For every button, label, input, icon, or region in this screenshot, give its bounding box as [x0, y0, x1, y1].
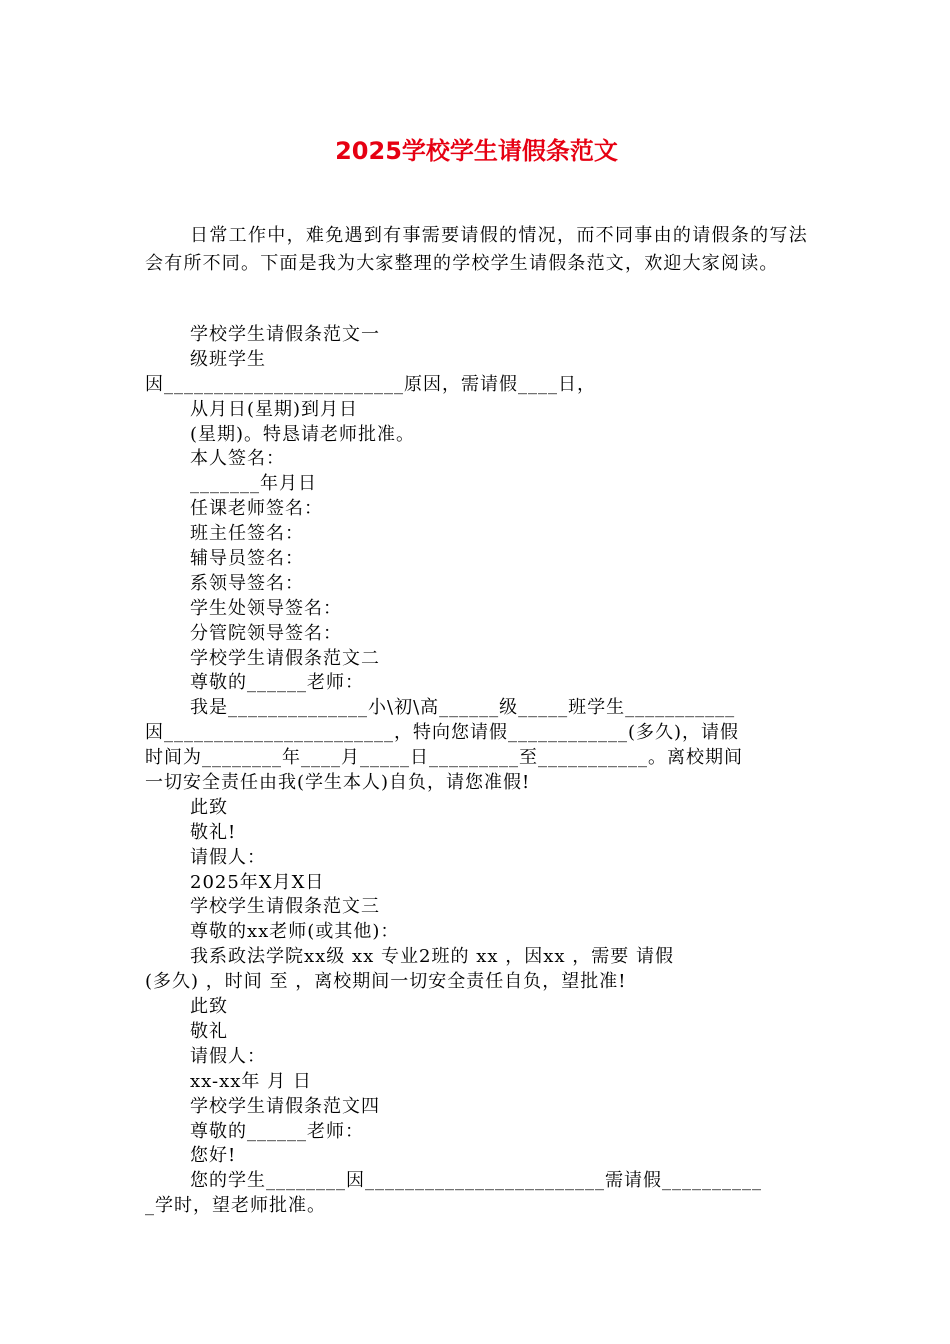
signature-line: 辅导员签名： — [190, 548, 304, 570]
salutation-line: 尊敬的xx老师(或其他)： — [190, 921, 400, 943]
signature-line: 分管院领导签名： — [190, 622, 342, 644]
date-line: 2025年X月X日 — [190, 871, 325, 893]
date-line: xx-xx年 月 日 — [190, 1070, 312, 1092]
salutation-line: 尊敬的______老师： — [190, 672, 364, 694]
section-heading-1: 学校学生请假条范文一 — [190, 324, 380, 345]
closing-line: 此致 — [190, 796, 228, 818]
text-line: (多久) ，时间 至 ，离校期间一切安全责任自负，望批准! — [145, 971, 627, 993]
signature-line: 系领导签名： — [190, 572, 304, 594]
document-body — [145, 323, 808, 1219]
closing-line: 此致 — [190, 996, 228, 1018]
text-line: 因________________________原因，需请假____日， — [145, 373, 596, 395]
text-line: (星期)。特恳请老师批准。 — [190, 423, 416, 445]
text-line: 一切安全责任由我(学生本人)自负，请您准假! — [145, 772, 531, 794]
signature-line: 任课老师签名： — [190, 498, 323, 520]
signature-line: 本人签名： — [190, 448, 285, 470]
text-line: 您的学生________因________________________需请假__________ — [190, 1170, 762, 1192]
section-heading-4: 学校学生请假条范文四 — [190, 1095, 380, 1117]
text-line: 时间为________年____月_____日_________至___________。离校期间 — [145, 747, 743, 769]
closing-line: 敬礼! — [190, 821, 237, 843]
text-line: _学时，望老师批准。 — [145, 1195, 326, 1217]
intro-paragraph: 日常工作中，难免遇到有事需要请假的情况，而不同事由的请假条的写法会有所不同。下面是我为大家整理的学校学生请假条范文，欢迎大家阅读。 — [145, 225, 808, 274]
section-heading-2: 学校学生请假条范文二 — [190, 647, 380, 669]
greeting-line: 您好! — [190, 1145, 237, 1167]
text-line: 因_______________________，特向您请假____________(多久)，请假 — [145, 722, 740, 744]
document-title: 2025学校学生请假条范文 — [335, 137, 618, 165]
signature-line: 请假人： — [190, 846, 266, 868]
salutation-line: 尊敬的______老师： — [190, 1120, 364, 1142]
date-line: _______年月日 — [190, 473, 317, 495]
signature-line: 班主任签名： — [190, 523, 304, 545]
text-line: 我是______________小\初\高______级_____班学生___________ — [190, 697, 736, 719]
text-line: 我系政法学院xx级 xx 专业2班的 xx ，因xx ，需要 请假 — [190, 946, 674, 968]
signature-line: 请假人： — [190, 1045, 266, 1067]
text-line: 级班学生 — [190, 348, 266, 370]
section-heading-3: 学校学生请假条范文三 — [190, 896, 380, 918]
text-line: 从月日(星期)到月日 — [190, 398, 359, 420]
closing-line: 敬礼 — [190, 1020, 228, 1042]
signature-line: 学生处领导签名： — [190, 597, 342, 619]
